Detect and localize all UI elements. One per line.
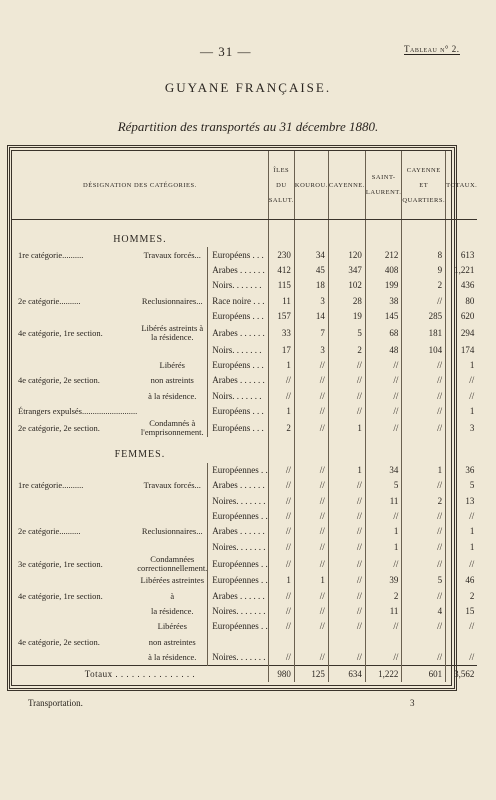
value-cell: // bbox=[328, 389, 365, 404]
value-cell: // bbox=[268, 588, 294, 603]
table-row bbox=[12, 263, 477, 278]
nationality-cell: Noires. . . . . . . bbox=[208, 540, 268, 555]
total-value-cell: 125 bbox=[294, 666, 328, 682]
table-row bbox=[12, 278, 477, 293]
value-cell: // bbox=[294, 419, 328, 437]
value-cell: 181 bbox=[402, 324, 446, 342]
table-row bbox=[12, 555, 477, 573]
value-cell: // bbox=[328, 493, 365, 508]
value-cell: 36 bbox=[446, 463, 478, 478]
value-cell: 5 bbox=[365, 478, 401, 493]
value-cell: // bbox=[294, 463, 328, 478]
table-row bbox=[12, 389, 477, 404]
table-row bbox=[12, 524, 477, 539]
value-cell: // bbox=[268, 478, 294, 493]
nationality-cell: Noirs. . . . . . . bbox=[208, 342, 268, 357]
value-cell: // bbox=[294, 619, 328, 634]
table-row bbox=[12, 509, 477, 524]
category-cell: 2e catégorie, 2e section. bbox=[18, 422, 100, 433]
category-cell bbox=[12, 278, 137, 293]
table-row bbox=[12, 342, 477, 357]
value-cell: // bbox=[268, 604, 294, 619]
nationality-cell: Race noire . . . bbox=[208, 294, 268, 309]
nationality-cell: Noirs. . . . . . . bbox=[208, 278, 268, 293]
table-row bbox=[12, 404, 477, 419]
value-cell: 46 bbox=[446, 573, 478, 588]
category-cell: 1re catégorie.......... bbox=[18, 249, 84, 260]
value-cell: 8 bbox=[402, 247, 446, 262]
nationality-cell: Arabes . . . . . . bbox=[208, 588, 268, 603]
value-cell: 230 bbox=[268, 247, 294, 262]
value-cell: // bbox=[402, 478, 446, 493]
value-cell: 34 bbox=[294, 247, 328, 262]
value-cell bbox=[328, 635, 365, 650]
nationality-cell: Arabes . . . . . . bbox=[208, 524, 268, 539]
value-cell: 1 bbox=[446, 524, 478, 539]
table-row bbox=[12, 463, 477, 478]
header-iles: ÎLES DU SALUT. bbox=[268, 151, 294, 220]
table-reference: Tableau n° 2. bbox=[404, 44, 460, 54]
value-cell: 613 bbox=[446, 247, 478, 262]
nationality-cell: Arabes . . . . . . bbox=[208, 263, 268, 278]
value-cell: // bbox=[294, 540, 328, 555]
subcategory-cell: non astreintes bbox=[148, 636, 196, 647]
category-cell bbox=[12, 509, 137, 524]
value-cell: 145 bbox=[365, 309, 401, 324]
value-cell: // bbox=[268, 540, 294, 555]
subcategory-cell bbox=[137, 342, 208, 357]
value-cell: // bbox=[328, 588, 365, 603]
value-cell: 4 bbox=[402, 604, 446, 619]
value-cell: // bbox=[328, 573, 365, 588]
category-cell: 2e catégorie.......... bbox=[18, 526, 81, 537]
category-cell bbox=[12, 463, 137, 478]
nationality-cell: Européens . . . bbox=[208, 247, 268, 262]
value-cell: 2 bbox=[268, 419, 294, 437]
value-cell: // bbox=[402, 389, 446, 404]
nationality-cell: Noires. . . . . . . bbox=[208, 604, 268, 619]
header-cayenne: CAYENNE. bbox=[328, 151, 365, 220]
value-cell: 620 bbox=[446, 309, 478, 324]
section-row-femmes bbox=[12, 437, 477, 462]
value-cell bbox=[446, 635, 478, 650]
value-cell: // bbox=[268, 650, 294, 666]
subcategory-cell: à bbox=[170, 590, 175, 601]
value-cell: // bbox=[402, 650, 446, 666]
value-cell: 5 bbox=[402, 573, 446, 588]
value-cell: 408 bbox=[365, 263, 401, 278]
subcategory-cell: Reclusionnaires... bbox=[141, 295, 203, 306]
value-cell: 174 bbox=[446, 342, 478, 357]
value-cell: // bbox=[402, 540, 446, 555]
value-cell: 1 bbox=[328, 419, 365, 437]
value-cell: 285 bbox=[402, 309, 446, 324]
value-cell: // bbox=[268, 493, 294, 508]
category-cell bbox=[12, 540, 137, 555]
value-cell: // bbox=[446, 509, 478, 524]
value-cell bbox=[268, 635, 294, 650]
value-cell: 11 bbox=[268, 294, 294, 309]
totals-row bbox=[12, 666, 477, 682]
header-saint-laurent: SAINT-LAURENT. bbox=[365, 151, 401, 220]
value-cell: 5 bbox=[446, 478, 478, 493]
value-cell: // bbox=[328, 509, 365, 524]
nationality-cell: Européens . . . bbox=[208, 419, 268, 437]
value-cell: 2 bbox=[365, 588, 401, 603]
value-cell: // bbox=[294, 524, 328, 539]
subcategory-cell: Libérées bbox=[157, 621, 187, 632]
category-cell: 1re catégorie.......... bbox=[18, 480, 84, 491]
value-cell: // bbox=[294, 604, 328, 619]
value-cell: 3 bbox=[446, 419, 478, 437]
subcategory-cell bbox=[137, 493, 208, 508]
subcategory-cell bbox=[137, 404, 208, 419]
category-cell bbox=[12, 358, 137, 373]
subcategory-cell bbox=[137, 509, 208, 524]
value-cell: // bbox=[365, 404, 401, 419]
category-cell: 4e catégorie, 2e section. bbox=[18, 636, 100, 647]
nationality-cell: Arabes . . . . . . bbox=[208, 324, 268, 342]
value-cell: // bbox=[294, 404, 328, 419]
value-cell: 9 bbox=[402, 263, 446, 278]
value-cell: 1 bbox=[268, 404, 294, 419]
subcategory-cell: Libérées astreintes bbox=[140, 575, 204, 586]
value-cell: // bbox=[402, 294, 446, 309]
value-cell: // bbox=[446, 373, 478, 388]
subcategory-cell bbox=[137, 278, 208, 293]
total-value-cell: 980 bbox=[268, 666, 294, 682]
distribution-table bbox=[12, 151, 477, 682]
value-cell: 1 bbox=[294, 573, 328, 588]
value-cell: // bbox=[268, 373, 294, 388]
value-cell: // bbox=[294, 509, 328, 524]
header-totaux: TOTAUX. bbox=[446, 151, 478, 220]
value-cell: 157 bbox=[268, 309, 294, 324]
nationality-cell: Noires. . . . . . . bbox=[208, 493, 268, 508]
category-cell: Étrangers expulsés.......................... bbox=[18, 406, 138, 417]
value-cell: 11 bbox=[365, 493, 401, 508]
value-cell: 80 bbox=[446, 294, 478, 309]
value-cell: 1 bbox=[268, 573, 294, 588]
value-cell: 1 bbox=[328, 463, 365, 478]
value-cell: 3 bbox=[294, 294, 328, 309]
value-cell: 15 bbox=[446, 604, 478, 619]
subcategory-cell: Travaux forcés... bbox=[143, 249, 201, 260]
value-cell: // bbox=[268, 463, 294, 478]
category-cell bbox=[12, 650, 137, 666]
value-cell: // bbox=[328, 404, 365, 419]
section-label: HOMMES. bbox=[113, 234, 167, 246]
value-cell: // bbox=[365, 619, 401, 634]
subcategory-cell: la résidence. bbox=[151, 606, 194, 616]
value-cell: 33 bbox=[268, 324, 294, 342]
value-cell: // bbox=[402, 358, 446, 373]
value-cell: 1 bbox=[446, 404, 478, 419]
value-cell: // bbox=[294, 389, 328, 404]
value-cell: // bbox=[294, 373, 328, 388]
table-row bbox=[12, 324, 477, 342]
table-row bbox=[12, 604, 477, 619]
value-cell: 28 bbox=[328, 294, 365, 309]
value-cell: // bbox=[328, 540, 365, 555]
value-cell: // bbox=[365, 555, 401, 573]
value-cell: // bbox=[328, 619, 365, 634]
value-cell: // bbox=[446, 389, 478, 404]
value-cell: // bbox=[365, 650, 401, 666]
category-cell bbox=[12, 604, 137, 619]
table-row bbox=[12, 294, 477, 309]
value-cell: 102 bbox=[328, 278, 365, 293]
value-cell: // bbox=[294, 478, 328, 493]
value-cell: 1 bbox=[446, 358, 478, 373]
table-row bbox=[12, 373, 477, 388]
value-cell: // bbox=[402, 555, 446, 573]
value-cell: 5 bbox=[328, 324, 365, 342]
value-cell: // bbox=[365, 419, 401, 437]
subcategory-cell: Condamnés à l'emprisonnement. bbox=[140, 418, 204, 438]
nationality-cell: Européennes . . bbox=[208, 463, 268, 478]
value-cell: 19 bbox=[328, 309, 365, 324]
subcategory-cell bbox=[137, 540, 208, 555]
value-cell: // bbox=[268, 389, 294, 404]
category-cell bbox=[12, 573, 137, 588]
value-cell: // bbox=[328, 373, 365, 388]
value-cell: 212 bbox=[365, 247, 401, 262]
value-cell: 48 bbox=[365, 342, 401, 357]
value-cell: 1 bbox=[402, 463, 446, 478]
nationality-cell: Européens . . . bbox=[208, 358, 268, 373]
value-cell: // bbox=[402, 524, 446, 539]
category-cell: 2e catégorie.......... bbox=[18, 295, 81, 306]
value-cell: 34 bbox=[365, 463, 401, 478]
nationality-cell: Européennes . . bbox=[208, 573, 268, 588]
value-cell bbox=[294, 635, 328, 650]
category-cell bbox=[12, 389, 137, 404]
table-row bbox=[12, 309, 477, 324]
value-cell: // bbox=[402, 588, 446, 603]
table-header-row bbox=[12, 151, 477, 220]
value-cell: 13 bbox=[446, 493, 478, 508]
value-cell: // bbox=[365, 389, 401, 404]
footer-label: Transportation. bbox=[28, 698, 83, 708]
value-cell: // bbox=[268, 555, 294, 573]
totals-label: Totaux . . . . . . . . . . . . . . . bbox=[12, 666, 268, 682]
table-row bbox=[12, 478, 477, 493]
table-row bbox=[12, 619, 477, 634]
value-cell: 14 bbox=[294, 309, 328, 324]
category-cell bbox=[12, 493, 137, 508]
page-number: — 31 — bbox=[200, 44, 252, 59]
nationality-cell: Noires. . . . . . . bbox=[208, 650, 268, 666]
value-cell: // bbox=[328, 555, 365, 573]
nationality-cell bbox=[208, 635, 268, 650]
nationality-cell: Européennes . . bbox=[208, 555, 268, 573]
value-cell: 3 bbox=[294, 342, 328, 357]
section-row-hommes bbox=[12, 220, 477, 248]
nationality-cell: Européennes . . bbox=[208, 509, 268, 524]
category-cell bbox=[12, 263, 137, 278]
value-cell: 1 bbox=[365, 524, 401, 539]
value-cell: 1 bbox=[268, 358, 294, 373]
value-cell: // bbox=[365, 373, 401, 388]
subcategory-cell: Travaux forcés... bbox=[143, 480, 201, 491]
value-cell: 17 bbox=[268, 342, 294, 357]
value-cell: 39 bbox=[365, 573, 401, 588]
nationality-cell: Arabes . . . . . . bbox=[208, 373, 268, 388]
category-cell: 3e catégorie, 1re section. bbox=[18, 558, 103, 569]
value-cell: 2 bbox=[402, 278, 446, 293]
value-cell: 115 bbox=[268, 278, 294, 293]
subcategory-cell: à la résidence. bbox=[148, 652, 197, 663]
value-cell: // bbox=[328, 604, 365, 619]
value-cell: 68 bbox=[365, 324, 401, 342]
category-cell bbox=[12, 619, 137, 634]
value-cell: // bbox=[402, 373, 446, 388]
subcategory-cell: Reclusionnaires... bbox=[141, 526, 203, 537]
value-cell: // bbox=[328, 524, 365, 539]
nationality-cell: Européens . . . bbox=[208, 309, 268, 324]
category-cell: 4e catégorie, 2e section. bbox=[18, 375, 100, 386]
table-row bbox=[12, 540, 477, 555]
table-row bbox=[12, 635, 477, 650]
value-cell: 1,221 bbox=[446, 263, 478, 278]
subcategory-cell bbox=[137, 309, 208, 324]
header-kourou: KOUROU. bbox=[294, 151, 328, 220]
value-cell: // bbox=[446, 650, 478, 666]
value-cell: // bbox=[402, 509, 446, 524]
value-cell: // bbox=[402, 404, 446, 419]
value-cell: 11 bbox=[365, 604, 401, 619]
table-row bbox=[12, 358, 477, 373]
value-cell: 294 bbox=[446, 324, 478, 342]
total-value-cell: 3,562 bbox=[446, 666, 478, 682]
subcategory-cell: Libérés astreints à la résidence. bbox=[141, 323, 204, 343]
value-cell: // bbox=[365, 509, 401, 524]
value-cell: 18 bbox=[294, 278, 328, 293]
value-cell: // bbox=[402, 619, 446, 634]
total-value-cell: 601 bbox=[402, 666, 446, 682]
footer-page: 3 bbox=[410, 698, 415, 708]
value-cell: 1 bbox=[365, 540, 401, 555]
category-cell bbox=[12, 309, 137, 324]
value-cell: 45 bbox=[294, 263, 328, 278]
value-cell: 38 bbox=[365, 294, 401, 309]
value-cell: 199 bbox=[365, 278, 401, 293]
value-cell: 104 bbox=[402, 342, 446, 357]
category-cell bbox=[12, 342, 137, 357]
subcategory-cell: Libérés bbox=[159, 359, 185, 370]
total-value-cell: 1,222 bbox=[365, 666, 401, 682]
header-designation: DÉSIGNATION DES CATÉGORIES. bbox=[12, 151, 268, 220]
table-row bbox=[12, 588, 477, 603]
value-cell: // bbox=[328, 478, 365, 493]
table-row bbox=[12, 247, 477, 262]
category-cell: 4e catégorie, 1re section. bbox=[18, 327, 103, 338]
value-cell: // bbox=[294, 650, 328, 666]
subcategory-cell: Condamnées correctionnellement. bbox=[137, 554, 208, 574]
subcategory-cell bbox=[137, 263, 208, 278]
value-cell: 1 bbox=[446, 540, 478, 555]
document-title: GUYANE FRANÇAISE. bbox=[164, 80, 332, 95]
document-subtitle: Répartition des transportés au 31 décembre 1880. bbox=[117, 119, 379, 134]
value-cell: 2 bbox=[402, 493, 446, 508]
value-cell: // bbox=[294, 588, 328, 603]
section-label: FEMMES. bbox=[114, 449, 166, 461]
subcategory-cell bbox=[137, 463, 208, 478]
value-cell: // bbox=[446, 619, 478, 634]
table-row bbox=[12, 419, 477, 437]
subcategory-cell: non astreints bbox=[150, 375, 194, 386]
value-cell: // bbox=[294, 555, 328, 573]
value-cell: 2 bbox=[328, 342, 365, 357]
table-body bbox=[12, 220, 477, 682]
value-cell: 412 bbox=[268, 263, 294, 278]
value-cell: // bbox=[268, 619, 294, 634]
value-cell: // bbox=[294, 358, 328, 373]
value-cell: // bbox=[328, 650, 365, 666]
nationality-cell: Européennes . . bbox=[208, 619, 268, 634]
nationality-cell: Européens . . . bbox=[208, 404, 268, 419]
value-cell bbox=[402, 635, 446, 650]
table-row bbox=[12, 573, 477, 588]
value-cell: // bbox=[446, 555, 478, 573]
total-value-cell: 634 bbox=[328, 666, 365, 682]
value-cell: // bbox=[402, 419, 446, 437]
value-cell: // bbox=[268, 524, 294, 539]
value-cell: // bbox=[268, 509, 294, 524]
value-cell: // bbox=[365, 358, 401, 373]
table-row bbox=[12, 493, 477, 508]
value-cell: // bbox=[328, 358, 365, 373]
value-cell: 2 bbox=[446, 588, 478, 603]
table-row bbox=[12, 650, 477, 666]
value-cell bbox=[365, 635, 401, 650]
value-cell: // bbox=[294, 493, 328, 508]
nationality-cell: Arabes . . . . . . bbox=[208, 478, 268, 493]
subcategory-cell: à la résidence. bbox=[148, 390, 197, 401]
nationality-cell: Noirs. . . . . . . bbox=[208, 389, 268, 404]
value-cell: 120 bbox=[328, 247, 365, 262]
value-cell: 7 bbox=[294, 324, 328, 342]
value-cell: 436 bbox=[446, 278, 478, 293]
value-cell: 347 bbox=[328, 263, 365, 278]
header-cayenne-quartiers: CAYENNE ET QUARTIERS. bbox=[402, 151, 446, 220]
category-cell: 4e catégorie, 1re section. bbox=[18, 590, 103, 601]
